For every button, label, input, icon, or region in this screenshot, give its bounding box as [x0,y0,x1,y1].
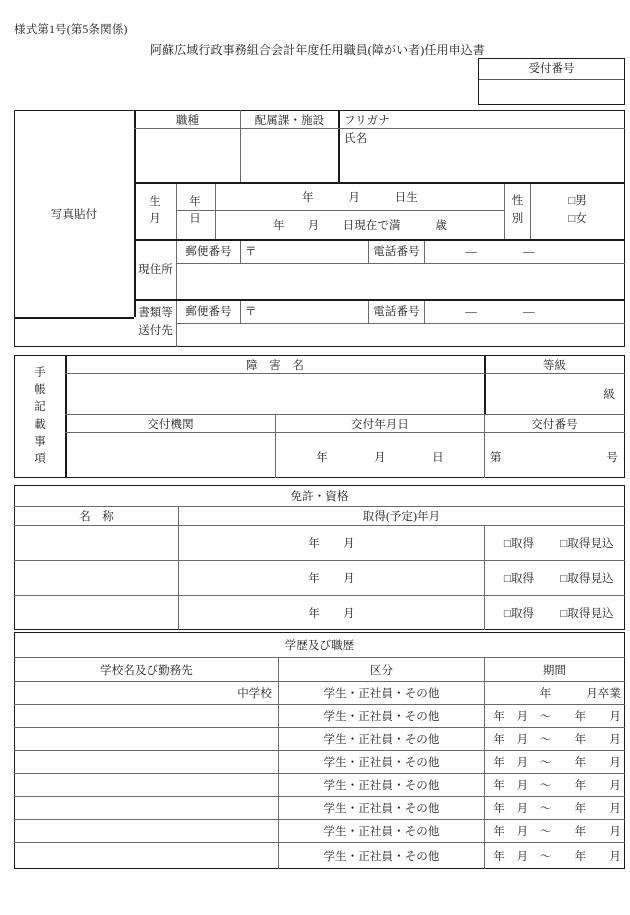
license-date-input[interactable]: 年 月 [308,538,355,550]
history-period-input[interactable]: 年 月卒業 [539,688,621,700]
license-acquired-checkbox[interactable]: □取得 [503,573,535,585]
photo-attach-area: 写真貼付 [50,208,98,221]
issue-number-prefix: 第 [490,452,502,464]
sendto-label-line1: 書類等 [138,307,173,320]
cert-label-char-1: 帳 [34,384,46,396]
birth-date-input[interactable]: 年 月 日生 [302,192,418,204]
license-expected-checkbox[interactable]: □取得見込 [560,538,614,550]
license-acquired-checkbox[interactable]: □取得 [503,607,535,620]
license-expected-checkbox[interactable]: □取得見込 [560,573,614,585]
sendto-address-input[interactable] [182,324,622,346]
department-label: 配属課・施設 [254,114,325,127]
history-category-input[interactable]: 学生・正社員・その他 [323,826,440,838]
history-period-input[interactable]: 年 月 〜 年 月 [493,803,621,815]
grade-input[interactable]: 級 [603,389,615,401]
history-school-input[interactable] [20,820,272,842]
cert-label-char-5: 項 [34,453,46,465]
history-period-input[interactable]: 年 月 〜 年 月 [493,711,621,723]
sendto-phone-label: 電話番号 [373,306,420,318]
sendto-postal-label: 郵便番号 [185,306,232,318]
name-value[interactable] [344,146,624,182]
history-period-input[interactable]: 年 月 〜 年 月 [493,826,621,838]
cert-label-char-2: 記 [34,401,46,414]
license-expected-checkbox[interactable]: □取得見込 [560,607,614,620]
cert-label-char-4: 事 [34,435,46,448]
issue-date-input[interactable]: 年 月 日 [316,452,444,464]
furigana-label: フリガナ [344,114,390,127]
age-as-of-date-input[interactable]: 年 月 日現在で満 歳 [273,220,447,232]
grade-label: 等級 [542,359,567,372]
disability-name-input[interactable] [72,374,482,414]
form-code: 様式第1号(第5条関係) [14,24,128,36]
sendto-postal-input[interactable]: 〒 [245,306,257,318]
licenses-section-title: 免許・資格 [290,491,349,503]
history-section-title: 学歴及び職歴 [284,640,355,652]
history-category-input[interactable]: 学生・正社員・その他 [323,803,440,815]
history-period-input[interactable]: 年 月 〜 年 月 [493,757,621,769]
receipt-number-label: 受付番号 [479,59,624,80]
birth-label-nichi: 日 [189,212,201,225]
gender-choices [531,182,624,239]
history-period-input[interactable]: 年 月 〜 年 月 [493,850,621,863]
license-date-input[interactable]: 年 月 [308,573,355,585]
current-address-input[interactable] [182,264,622,298]
cert-label-char-3: 載 [34,418,46,431]
sendto-label-line2: 送付先 [138,325,173,337]
history-school-input[interactable] [20,797,272,819]
disability-name-label: 障 害 名 [246,359,304,372]
gender-female-checkbox[interactable]: □女 [568,212,587,225]
current-address-label: 現住所 [138,264,173,276]
birth-date-label [135,182,215,239]
license-acquired-checkbox[interactable]: □取得 [503,538,535,550]
history-category-input[interactable]: 学生・正社員・その他 [323,780,440,792]
divider [484,525,485,630]
current-postal-input[interactable]: 〒 [245,246,257,258]
receipt-number-value[interactable] [479,80,624,104]
gender-label [505,182,530,239]
license-date-input[interactable]: 年 月 [308,607,355,620]
birth-label-sei: 生 [149,195,161,208]
gender-label-betsu: 別 [511,212,524,225]
license-name-input[interactable] [20,596,175,629]
document-title: 阿蘇広域行政事務組合会計年度任用職員(障がい者)任用申込書 [150,43,485,57]
history-category-input[interactable]: 学生・正社員・その他 [323,757,440,769]
gender-male-checkbox[interactable]: □男 [568,195,587,208]
birth-label-nen: 年 [189,195,201,208]
issuer-label: 交付機関 [147,418,194,431]
issuer-input[interactable] [72,433,272,477]
job-type-value[interactable] [135,129,240,182]
history-category-input[interactable]: 学生・正社員・その他 [323,850,440,863]
sendto-address-label [135,299,176,347]
history-school-input[interactable] [20,843,272,868]
history-col-period: 期間 [542,664,567,677]
receipt-number-box [478,58,625,105]
cert-label-char-0: 手 [34,366,46,379]
divider [240,299,241,323]
certificate-side-label [15,356,65,477]
divider [338,110,340,182]
history-category-input[interactable]: 学生・正社員・その他 [323,734,440,746]
job-type-label: 職種 [175,114,200,127]
history-school-input[interactable] [20,728,272,750]
history-period-input[interactable]: 年 月 〜 年 月 [493,780,621,792]
issue-number-label: 交付番号 [531,418,578,431]
current-postal-label: 郵便番号 [185,246,232,258]
sendto-phone-input[interactable]: — — [465,306,535,318]
name-label: 氏名 [344,133,368,145]
license-col-name: 名 称 [79,511,114,523]
license-col-date: 取得(予定)年月 [362,511,441,523]
issue-date-label: 交付年月日 [351,418,409,431]
license-name-input[interactable] [20,561,175,595]
history-col-school: 学校名及び勤務先 [100,664,193,677]
current-phone-input[interactable]: — — [465,246,535,258]
history-category-input[interactable]: 学生・正社員・その他 [323,688,440,700]
department-value[interactable] [241,129,338,182]
history-school-input[interactable] [20,774,272,796]
history-category-input[interactable]: 学生・正社員・その他 [323,711,440,723]
gender-label-sei: 性 [511,194,524,207]
divider [240,239,241,263]
history-school-input[interactable] [20,705,272,727]
license-name-input[interactable] [20,526,175,560]
divider [14,317,134,319]
history-col-category: 区分 [369,664,394,677]
history-school-input[interactable] [20,751,272,773]
issue-number-suffix: 号 [606,452,618,464]
history-school-input[interactable]: 中学校 [237,688,272,700]
birth-label-gatsu: 月 [149,212,161,225]
current-phone-label: 電話番号 [373,246,420,258]
history-period-input[interactable]: 年 月 〜 年 月 [493,734,621,746]
